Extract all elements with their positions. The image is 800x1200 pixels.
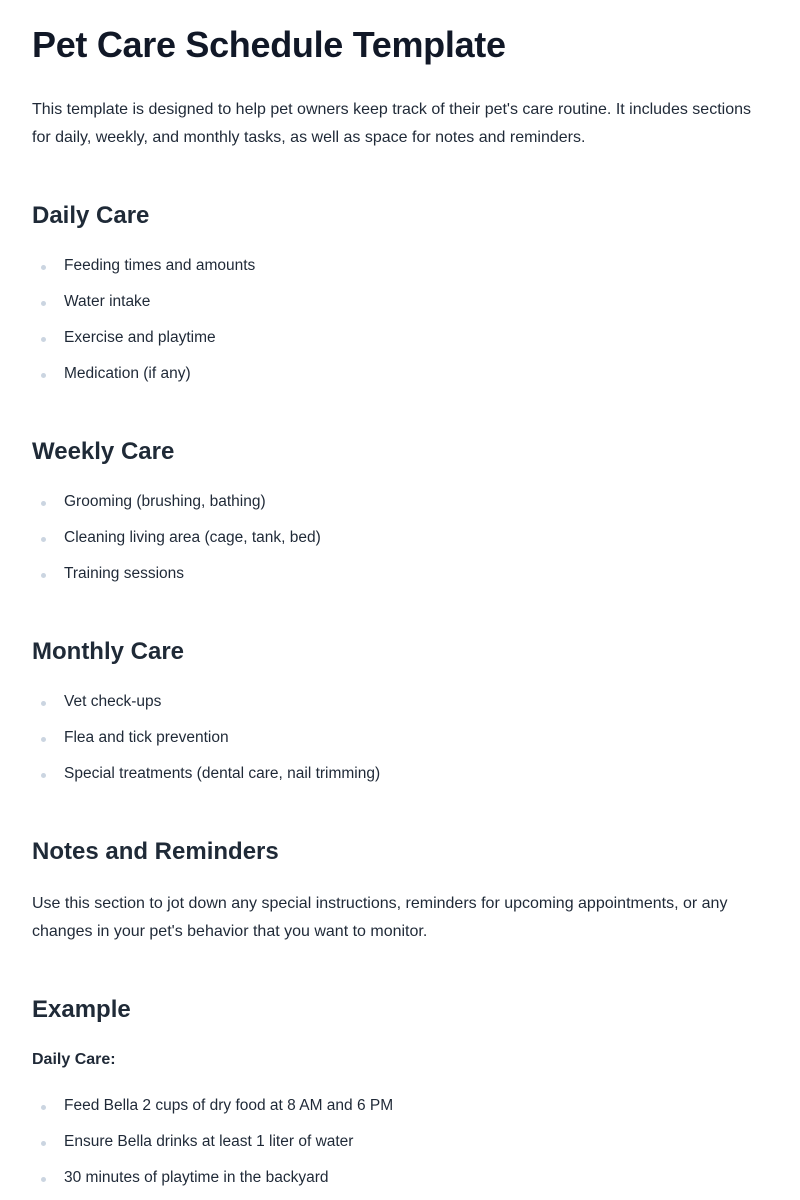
list-item (32, 362, 768, 386)
list-item-text: Medication (if any) (64, 365, 191, 382)
list-item-text: Grooming (brushing, bathing) (64, 493, 266, 510)
notes-section (32, 836, 768, 946)
bullet-icon (41, 701, 46, 706)
daily-care-section (32, 200, 768, 386)
list-item (32, 526, 768, 550)
weekly-care-section (32, 436, 768, 586)
example-daily-list (32, 1094, 768, 1190)
list-item-text: Feeding times and amounts (64, 257, 256, 274)
example-daily-label: Daily Care: (32, 1051, 116, 1068)
list-item-text: 30 minutes of playtime in the backyard (64, 1169, 329, 1186)
notes-heading: Notes and Reminders (32, 838, 279, 865)
list-item-text: Vet check-ups (64, 693, 162, 710)
list-item (32, 1130, 768, 1154)
intro-paragraph: This template is designed to help pet owners keep track of their pet's care routine. It includes sections for daily, weekly, and monthly tasks, as well as space for notes and reminders. (32, 101, 751, 146)
bullet-icon (41, 301, 46, 306)
weekly-care-list (32, 490, 768, 586)
bullet-icon (41, 573, 46, 578)
list-item-text: Ensure Bella drinks at least 1 liter of water (64, 1133, 354, 1150)
list-item (32, 562, 768, 586)
list-item-text: Cleaning living area (cage, tank, bed) (64, 529, 321, 546)
bullet-icon (41, 1177, 46, 1182)
bullet-icon (41, 1105, 46, 1110)
monthly-care-section (32, 636, 768, 786)
example-section (32, 994, 768, 1190)
bullet-icon (41, 773, 46, 778)
monthly-care-list (32, 690, 768, 786)
notes-paragraph: Use this section to jot down any special instructions, reminders for upcoming appointments, or any changes in your pet's behavior that you want to monitor. (32, 895, 728, 940)
list-item (32, 290, 768, 314)
list-item (32, 690, 768, 714)
list-item (32, 1166, 768, 1190)
page-title: Pet Care Schedule Template (32, 24, 506, 65)
list-item-text: Exercise and playtime (64, 329, 216, 346)
daily-care-heading: Daily Care (32, 202, 150, 229)
example-heading: Example (32, 996, 131, 1023)
list-item-text: Training sessions (64, 565, 185, 582)
list-item (32, 254, 768, 278)
daily-care-list (32, 254, 768, 386)
monthly-care-heading: Monthly Care (32, 638, 185, 665)
bullet-icon (41, 501, 46, 506)
bullet-icon (41, 537, 46, 542)
list-item (32, 762, 768, 786)
list-item-text: Special treatments (dental care, nail trimming) (64, 765, 381, 782)
list-item (32, 490, 768, 514)
list-item-text: Feed Bella 2 cups of dry food at 8 AM and 6 PM (64, 1097, 394, 1114)
bullet-icon (41, 337, 46, 342)
bullet-icon (41, 737, 46, 742)
bullet-icon (41, 265, 46, 270)
weekly-care-heading: Weekly Care (32, 438, 175, 465)
list-item (32, 326, 768, 350)
list-item-text: Water intake (64, 293, 151, 310)
list-item (32, 1094, 768, 1118)
list-item (32, 726, 768, 750)
bullet-icon (41, 373, 46, 378)
bullet-icon (41, 1141, 46, 1146)
list-item-text: Flea and tick prevention (64, 729, 229, 746)
